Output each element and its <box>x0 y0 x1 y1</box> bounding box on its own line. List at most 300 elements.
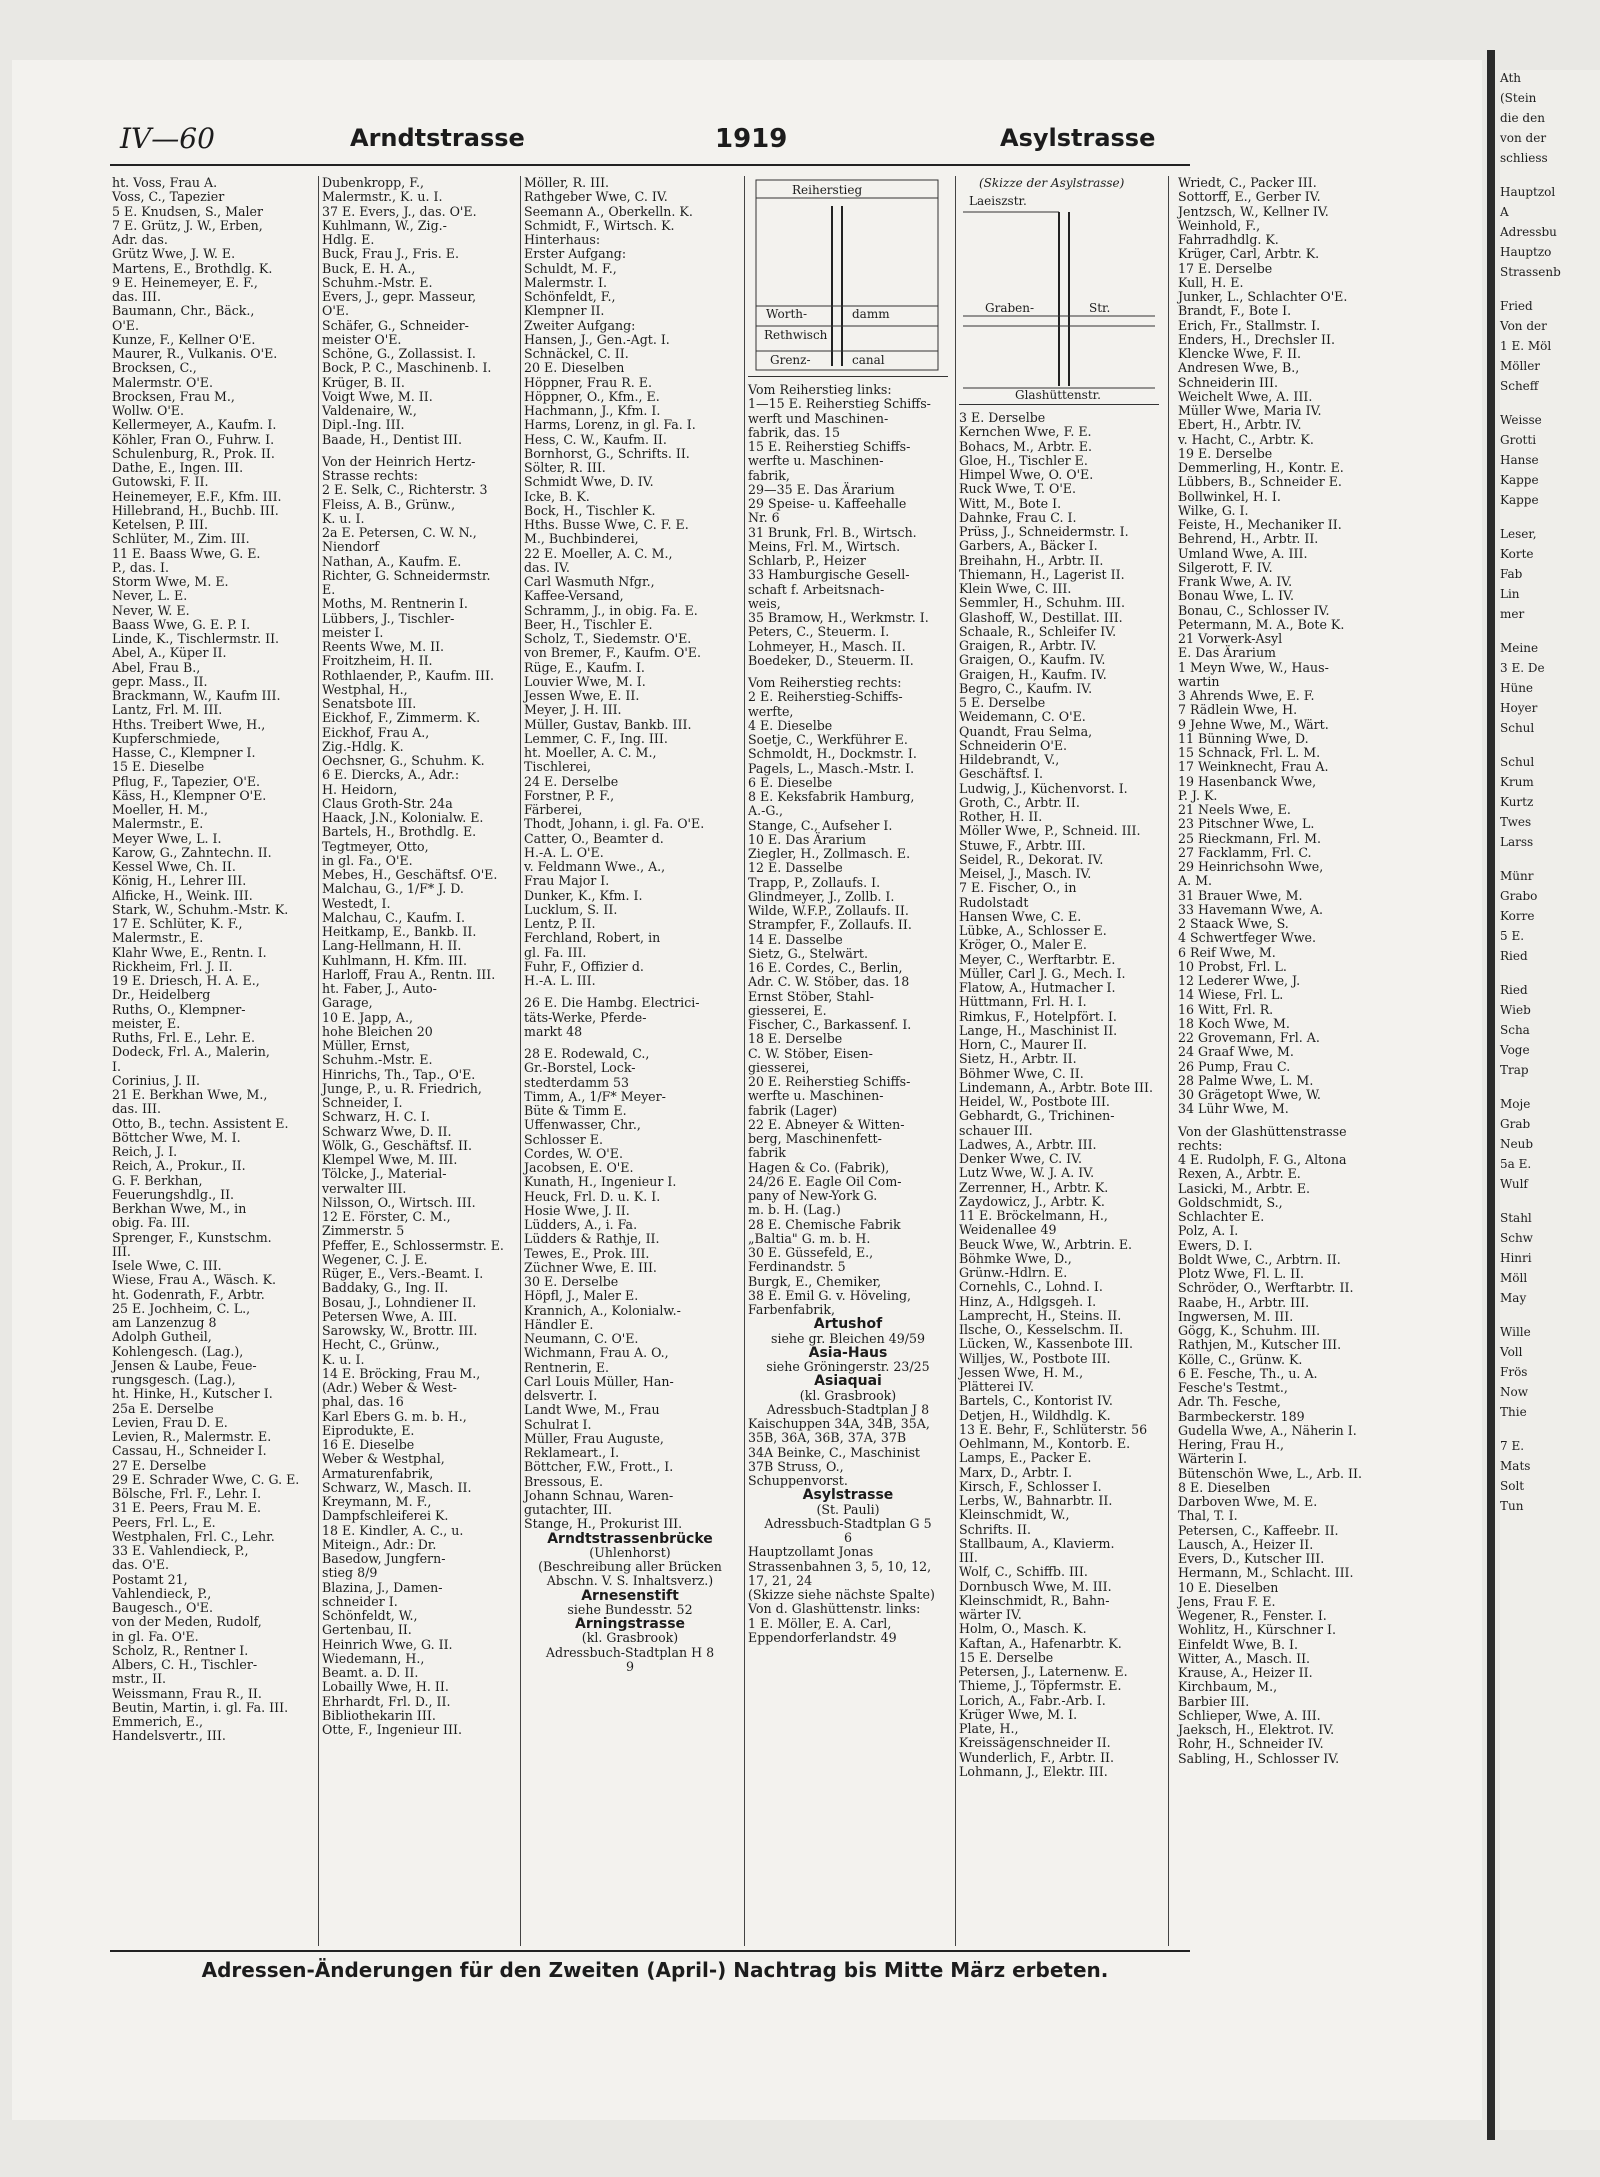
entry-line: Hths. Treibert Wwe, H., <box>112 716 266 732</box>
next-page-line: A <box>1500 205 1509 219</box>
entry-line: Icke, B. K. <box>524 488 590 504</box>
entry-line: Groth, C., Arbtr. II. <box>959 794 1080 810</box>
entry-line: Senatsbote III. <box>322 696 417 711</box>
entry-line: Grünw.-Hdlrn. E. <box>959 1265 1068 1280</box>
entry-line: Lübke, A., Schlosser E. <box>959 923 1107 938</box>
entry-line: 30 E. Derselbe <box>524 1274 619 1289</box>
entry-line: Höppner, O., Kfm., E. <box>524 388 660 404</box>
entry-line: Rother, H. II. <box>959 809 1043 824</box>
entry-line: 21 E. Berkhan Wwe, M., <box>112 1087 268 1102</box>
entry-line: Nr. 6 <box>748 510 780 526</box>
entry-line: obig. Fa. III. <box>112 1215 191 1231</box>
sketch-title: Reiherstieg <box>792 183 863 197</box>
entry-line: Hansen Wwe, C. E. <box>959 908 1082 924</box>
entry-line: Kohlengesch. (Lag.), <box>112 1343 244 1359</box>
directory-column-2 <box>322 176 515 1946</box>
section-note: 6 <box>843 1530 852 1545</box>
entry-line: Adr. das. <box>112 232 168 247</box>
entry-line: 1 E. Möller, E. A. Carl, <box>748 1615 892 1631</box>
entry-line: Dubenkropp, F., <box>322 175 424 190</box>
entry-line: Brackmann, W., Kaufm III. <box>112 688 281 703</box>
column-separator <box>520 176 521 1946</box>
entry-line: Plate, H., <box>959 1721 1019 1736</box>
entry-line: Martens, E., Brothdlg. K. <box>112 260 273 276</box>
entry-line: 25 E. Jochheim, C. L., <box>112 1300 251 1316</box>
entry-line: Kirsch, F., Schlosser I. <box>959 1478 1102 1494</box>
entry-line: 34A Beinke, C., Maschinist <box>748 1444 920 1460</box>
entry-line: berg, Maschinenfett- <box>748 1131 882 1146</box>
entry-line: Buck, E. H. A., <box>322 260 416 276</box>
entry-line: das. IV. <box>524 559 570 575</box>
entry-line: Albers, C. H., Tischler- <box>112 1657 258 1672</box>
entry-line: Schneiderin III. <box>1178 374 1278 390</box>
entry-line: Eppendorferlandstr. 49 <box>748 1629 897 1645</box>
entry-line: Otte, F., Ingenieur III. <box>322 1722 462 1737</box>
entry-line: Hths. Busse Wwe, C. F. E. <box>524 517 689 532</box>
year-heading: 1919 <box>715 124 788 154</box>
entry-line: Lange, H., Maschinist II. <box>959 1022 1118 1038</box>
entry-line: Gloe, H., Tischler E. <box>959 452 1088 468</box>
entry-line: Weidenallee 49 <box>959 1222 1057 1238</box>
next-page-line: Frös <box>1500 1365 1528 1379</box>
entry-line: Fesche's Testmt., <box>1178 1380 1288 1395</box>
entry-line: Einfeldt Wwe, B. I. <box>1178 1636 1299 1652</box>
entry-line: Enders, H., Drechsler II. <box>1178 331 1335 347</box>
entry-line: Stallbaum, A., Klavierm. <box>959 1535 1115 1551</box>
entry-line: Heitkamp, E., Bankb. II. <box>322 924 477 939</box>
entry-line: Wegener, R., Fenster. I. <box>1178 1608 1327 1623</box>
entry-line: rechts: <box>1178 1137 1223 1153</box>
entry-line: Rathjen, M., Kutscher III. <box>1178 1337 1342 1353</box>
entry-line: 31 Brauer Wwe, M. <box>1178 887 1303 903</box>
entry-line: Lohmeyer, H., Masch. II. <box>748 638 906 654</box>
street-heading-right: Asylstrasse <box>1000 124 1156 152</box>
entry-line: 9 E. Heinemeyer, E. F., <box>112 274 258 290</box>
entry-line: Garbers, A., Bäcker I. <box>959 538 1098 554</box>
entry-line: Strasse rechts: <box>322 468 419 483</box>
entry-line: Reich, J. I. <box>112 1144 178 1159</box>
entry-line: 10 Probst, Frl. L. <box>1178 958 1287 974</box>
entry-line: Junker, L., Schlachter O'E. <box>1178 289 1348 304</box>
entry-line: Kaischuppen 34A, 34B, 35A, <box>748 1416 930 1431</box>
entry-line: Hdlg. E. <box>322 232 375 247</box>
entry-line: Krannich, A., Kolonialw.- <box>524 1302 681 1318</box>
entry-line: 5 E. Derselbe <box>959 695 1046 710</box>
entry-line: Gudella Wwe, A., Näherin I. <box>1178 1422 1357 1438</box>
entry-line: Heuck, Frl. D. u. K. I. <box>524 1188 661 1204</box>
entry-line: 8 E. Keksfabrik Hamburg, <box>748 789 915 804</box>
entry-line: Boldt Wwe, C., Arbtrn. II. <box>1178 1251 1341 1267</box>
entry-line: Bohacs, M., Arbtr. E. <box>959 438 1092 454</box>
sketch-label: Str. <box>1089 301 1111 315</box>
entry-line: Käss, H., Klempner O'E. <box>112 787 267 803</box>
entry-line: 10 E. Dieselben <box>1178 1579 1279 1595</box>
entry-line: v. Feldmann Wwe., A., <box>524 859 666 874</box>
entry-line: Weinhold, F., <box>1178 217 1261 233</box>
entry-line: Kellermeyer, A., Kaufm. I. <box>112 417 277 433</box>
entry-line: Weichelt Wwe, A. III. <box>1178 388 1313 404</box>
entry-line: Soetje, C., Werkführer E. <box>748 732 908 747</box>
entry-line: Farbenfabrik, <box>748 1302 835 1317</box>
entry-line: Thieme, J., Töpfermstr. E. <box>959 1678 1122 1694</box>
entry-line: 26 E. Die Hambg. Electrici- <box>524 995 700 1011</box>
next-page-line: 1 E. Möl <box>1500 339 1552 353</box>
entry-line: Cornehls, C., Lohnd. I. <box>959 1279 1103 1295</box>
entry-line: Rothlaender, P., Kaufm. III. <box>322 667 494 683</box>
entry-line: Lantz, Frl. M. III. <box>112 702 223 718</box>
entry-line: C. W. Stöber, Eisen- <box>748 1045 873 1061</box>
next-page-line: Hüne <box>1500 681 1534 695</box>
entry-line: 1—15 E. Reiherstieg Schiffs- <box>748 396 931 412</box>
entry-line: Erster Aufgang: <box>524 246 627 262</box>
entry-line: 22 E. Abneyer & Witten- <box>748 1116 905 1132</box>
entry-line: Jessen Wwe, E. II. <box>524 688 640 703</box>
entry-line: 30 Grägetopt Wwe, W. <box>1178 1087 1321 1102</box>
entry-line: 2 Staack Wwe, S. <box>1178 916 1289 931</box>
column-separator <box>318 176 319 1946</box>
next-page-line: Weisse <box>1500 413 1542 427</box>
entry-line: Müller Wwe, Maria IV. <box>1178 403 1322 418</box>
entry-line: Rudolstadt <box>959 894 1029 910</box>
entry-line: Brocksen, Frau M., <box>112 388 235 404</box>
footer-notice: Adressen-Änderungen für den Zweiten (April-) Nachtrag bis Mitte März erbeten. <box>201 1958 1109 1982</box>
entry-line: Schuppenvorst. <box>748 1473 848 1488</box>
next-page-line: Hoyer <box>1500 701 1538 715</box>
entry-line: 17 E. Schlüter, K. F., <box>112 916 243 931</box>
entry-line: Wiedemann, H., <box>322 1650 425 1666</box>
entry-line: Rentnerin, E. <box>524 1359 610 1375</box>
entry-line: Bütenschön Wwe, L., Arb. II. <box>1178 1465 1363 1481</box>
entry-line: 31 Brunk, Frl. B., Wirtsch. <box>748 524 917 540</box>
entry-line: Hauptzollamt Jonas <box>748 1544 874 1560</box>
entry-line: 28 E. Chemische Fabrik <box>748 1216 901 1232</box>
sketch-lines <box>748 176 946 376</box>
entry-line: Semmler, H., Schuhm. III. <box>959 595 1125 611</box>
entry-line: Nilsson, O., Wirtsch. III. <box>322 1194 476 1210</box>
entry-line: 6 Reif Wwe, M. <box>1178 944 1276 960</box>
next-page-line: die den <box>1500 111 1545 125</box>
next-page-line: Larss <box>1500 835 1534 849</box>
entry-line: Jensen & Laube, Feue- <box>112 1357 257 1373</box>
entry-line: gutachter, III. <box>524 1502 612 1517</box>
entry-line: Rohr, H., Schneider IV. <box>1178 1736 1324 1752</box>
entry-line: Gebhardt, G., Trichinen- <box>959 1108 1115 1124</box>
next-page-fragment <box>1500 70 1600 2130</box>
entry-line: Zweiter Aufgang: <box>524 317 636 333</box>
entry-line: Ruths, O., Klempner- <box>112 1001 246 1017</box>
next-page-line: Hauptzo <box>1500 245 1552 259</box>
entry-line: Landt Wwe, M., Frau <box>524 1402 660 1418</box>
entry-line: täts-Werke, Pferde- <box>524 1009 647 1025</box>
entry-line: 2a E. Petersen, C. W. N., <box>322 525 477 540</box>
entry-line: Demmerling, H., Kontr. E. <box>1178 460 1344 475</box>
entry-line: 33 E. Vahlendieck, P., <box>112 1543 249 1558</box>
entry-line: Züchner Wwe, E. III. <box>524 1259 657 1275</box>
column-separator <box>955 176 956 1946</box>
entry-line: Armaturenfabrik, <box>322 1465 434 1481</box>
entry-line: Ingwersen, M. III. <box>1178 1308 1294 1324</box>
entry-line: Kernchen Wwe, F. E. <box>959 424 1092 440</box>
entry-line: Graigen, H., Kaufm. IV. <box>959 666 1107 682</box>
sketch-label: Grenz- <box>770 353 811 367</box>
next-page-line: Grabo <box>1500 889 1538 903</box>
entry-line: Blazina, J., Damen- <box>322 1579 443 1595</box>
entry-line: Jacobsen, E. O'E. <box>524 1160 634 1175</box>
entry-line: rungsgesch. (Lag.), <box>112 1372 236 1387</box>
entry-line: Maurer, R., Vulkanis. O'E. <box>112 346 278 361</box>
entry-line: Burgk, E., Chemiker, <box>748 1273 882 1289</box>
entry-line: Holm, O., Masch. K. <box>959 1621 1087 1637</box>
entry-line: Müller, Gustav, Bankb. III. <box>524 716 692 732</box>
entry-line: Carl Wasmuth Nfgr., <box>524 574 655 589</box>
entry-line: Beutin, Martin, i. gl. Fa. III. <box>112 1699 289 1715</box>
entry-line: Wollw. O'E. <box>112 403 185 418</box>
entry-line: Thiemann, H., Lagerist II. <box>959 566 1125 582</box>
entry-line: Schwarz Wwe, D. II. <box>322 1123 452 1139</box>
entry-line: Wriedt, C., Packer III. <box>1178 175 1317 190</box>
next-page-line: Wulf <box>1500 1177 1528 1191</box>
entry-line: G. F. Berkhan, <box>112 1172 203 1188</box>
entry-line: Weidemann, C. O'E. <box>959 709 1086 725</box>
entry-line: Sprenger, F., Kunstschm. <box>112 1229 272 1245</box>
next-page-line: May <box>1500 1291 1527 1305</box>
entry-line: Strampfer, F., Zollaufs. II. <box>748 917 912 933</box>
entry-line: 10 E. Japp, A., <box>322 1009 414 1025</box>
entry-line: ht. Hinke, H., Kutscher I. <box>112 1386 273 1402</box>
entry-line: Sottorff, E., Gerber IV. <box>1178 189 1321 205</box>
entry-line: 15 E. Reiherstieg Schiffs- <box>748 439 911 454</box>
entry-line: Köhler, Fran O., Fuhrw. I. <box>112 431 275 447</box>
entry-line: in gl. Fa. O'E. <box>112 1628 199 1644</box>
entry-line: Abel, A., Küper II. <box>112 645 227 661</box>
directory-column-3 <box>524 176 736 1946</box>
entry-line: Klempner II. <box>524 303 605 319</box>
entry-line: Silgerott, F. IV. <box>1178 559 1273 575</box>
entry-line: 35 Bramow, H., Werkmstr. I. <box>748 610 929 625</box>
section-note: siehe Bundesstr. 52 <box>567 1601 693 1617</box>
entry-line: Rathgeber Wwe, C. IV. <box>524 189 668 205</box>
entry-line: III. <box>959 1550 978 1565</box>
entry-line: Corinius, J. II. <box>112 1072 201 1088</box>
page-number: IV—60 <box>120 122 215 155</box>
entry-line: Lorich, A., Fabr.-Arb. I. <box>959 1692 1106 1708</box>
entry-line: Forstner, P. F., <box>524 787 615 803</box>
entry-line: 33 Havemann Wwe, A. <box>1178 901 1324 917</box>
entry-line: Quandt, Frau Selma, <box>959 723 1093 739</box>
entry-line: Lang-Hellmann, H. II. <box>322 938 462 954</box>
entry-line: 15 E. Derselbe <box>959 1649 1054 1665</box>
entry-line: Reich, A., Prokur., II. <box>112 1158 246 1174</box>
entry-line: I. <box>112 1058 121 1074</box>
entry-line: Kaftan, A., Hafenarbtr. K. <box>959 1635 1122 1651</box>
next-page-line: Fried <box>1500 299 1533 313</box>
entry-line: Malchau, C., Kaufm. I. <box>322 909 466 925</box>
entry-line: gl. Fa. III. <box>524 944 587 960</box>
entry-line: Meyer Wwe, L. I. <box>112 830 222 846</box>
entry-line: Flatow, A., Hutmacher I. <box>959 980 1116 995</box>
next-page-line: Lin <box>1500 587 1520 601</box>
entry-line: Meyer, C., Werftarbtr. E. <box>959 951 1116 967</box>
entry-line: O'E. <box>322 303 349 319</box>
entry-line: Kirchbaum, M., <box>1178 1679 1278 1695</box>
entry-line: 1 Meyn Wwe, W., Haus- <box>1178 659 1329 675</box>
entry-line: Valdenaire, W., <box>322 403 417 418</box>
section-note: (Beschreibung aller Brücken <box>538 1559 722 1574</box>
entry-line: Zimmerstr. 5 <box>322 1223 405 1239</box>
sketch-lines <box>959 176 1157 404</box>
entry-line: Schmidt, F., Wirtsch. K. <box>524 217 675 233</box>
entry-line: 29 Heinrichsohn Wwe, <box>1178 859 1324 874</box>
entry-line: Ewers, D. I. <box>1178 1237 1253 1253</box>
header-rule <box>110 164 1190 166</box>
next-page-line: Solt <box>1500 1479 1525 1493</box>
entry-line: Peers, Frl. L., E. <box>112 1514 216 1530</box>
next-page-line: Schw <box>1500 1231 1533 1245</box>
entry-line: Jentzsch, W., Kellner IV. <box>1178 203 1329 219</box>
entry-line: Jessen Wwe, H. M., <box>959 1364 1084 1380</box>
entry-line: Pfeffer, E., Schlossermstr. E. <box>322 1237 504 1253</box>
entry-line: 16 E. Dieselbe <box>322 1437 415 1452</box>
entry-line: Tischlerei, <box>524 759 592 775</box>
entry-line: Höppner, Frau R. E. <box>524 374 652 390</box>
entry-line: Linde, K., Tischlermstr. II. <box>112 631 280 646</box>
entry-line: Kessel Wwe, Ch. II. <box>112 859 236 874</box>
entry-line: 27 E. Derselbe <box>112 1457 207 1473</box>
entry-line: Jaeksch, H., Elektrot. IV. <box>1178 1722 1335 1737</box>
entry-line: 4 Schwertfeger Wwe. <box>1178 930 1316 946</box>
next-page-line: Möller <box>1500 359 1541 373</box>
next-page-line: Münr <box>1500 869 1534 883</box>
entry-line: Schrifts. II. <box>959 1521 1031 1537</box>
entry-line: 14 E. Bröcking, Frau M., <box>322 1365 481 1381</box>
entry-line: Plotz Wwe, Fl. L. II. <box>1178 1266 1305 1281</box>
next-page-line: Scha <box>1500 1023 1530 1037</box>
entry-line: Von der Heinrich Hertz- <box>322 453 476 469</box>
entry-line: Andresen Wwe, B., <box>1178 360 1300 376</box>
entry-line: Cordes, W. O'E. <box>524 1145 623 1161</box>
street-sketch-reiherstieg <box>748 176 948 377</box>
entry-line: mstr., II. <box>112 1671 167 1687</box>
entry-line: Schulrat I. <box>524 1416 592 1432</box>
entry-line: 6 E. Dieselbe <box>748 774 833 790</box>
entry-line: Seemann A., Oberkelln. K. <box>524 203 693 219</box>
entry-line: Hüttmann, Frl. H. I. <box>959 994 1087 1010</box>
entry-line: 9 Jehne Wwe, M., Wärt. <box>1178 716 1329 732</box>
entry-line: Hillebrand, H., Buchb. III. <box>112 502 279 518</box>
next-page-line: Trap <box>1500 1063 1529 1077</box>
entry-line: Junge, P., u. R. Friedrich, <box>322 1080 482 1096</box>
entry-line: 15 E. Dieselbe <box>112 759 205 775</box>
entry-line: Oechsner, G., Schuhm. K. <box>322 753 485 768</box>
next-page-line: Scheff <box>1500 379 1539 393</box>
entry-line: Barbier III. <box>1178 1693 1250 1709</box>
entry-line: Never, W. E. <box>112 602 190 618</box>
entry-line: werfte u. Maschinen- <box>748 1088 884 1104</box>
directory-column-6 <box>1178 176 1386 1946</box>
entry-line: Krause, A., Heizer II. <box>1178 1665 1313 1680</box>
entry-line: Himpel Wwe, O. O'E. <box>959 467 1094 482</box>
entry-line: Brocksen, C., <box>112 360 197 376</box>
entry-line: Bartels, H., Brothdlg. E. <box>322 824 477 840</box>
entry-line: Kleinschmidt, W., <box>959 1507 1070 1523</box>
entry-line: H.-A. L. III. <box>524 973 596 988</box>
entry-line: 12 E. Förster, C. M., <box>322 1209 451 1224</box>
next-page-line: Ath <box>1500 71 1522 85</box>
entry-line: Prüss, J., Schneidermstr. I. <box>959 524 1129 539</box>
entry-line: Westphal, H., <box>322 681 408 697</box>
entry-line: Lüdders, A., i. Fa. <box>524 1217 638 1232</box>
entry-line: Zig.-Hdlg. K. <box>322 738 404 754</box>
entry-line: 29 E. Schrader Wwe, C. G. E. <box>112 1471 300 1487</box>
entry-line: Buck, Frau J., Fris. E. <box>322 246 459 262</box>
entry-line: Darboven Wwe, M. E. <box>1178 1494 1318 1509</box>
entry-line: Wunderlich, F., Arbtr. II. <box>959 1749 1115 1765</box>
sketch-label: damm <box>852 307 890 321</box>
section-note: 9 <box>625 1658 634 1674</box>
entry-line: K. u. I. <box>322 510 365 526</box>
entry-line: Rimkus, F., Hotelpfört. I. <box>959 1008 1117 1024</box>
next-page-line: von der <box>1500 131 1547 145</box>
entry-line: Stange, H., Prokurist III. <box>524 1516 683 1532</box>
entry-line: 31 E. Peers, Frau M. E. <box>112 1500 262 1516</box>
entry-line: Lasicki, M., Arbtr. E. <box>1178 1180 1311 1196</box>
entry-line: Hansen, J., Gen.-Agt. I. <box>524 331 670 347</box>
entry-line: Fischer, C., Barkassenf. I. <box>748 1017 912 1032</box>
directory-column-5 <box>959 176 1159 1946</box>
entry-line: Schuhm.-Mstr. E. <box>322 1052 433 1068</box>
next-page-line: Wille <box>1500 1325 1531 1339</box>
entry-line: Marx, D., Arbtr. I. <box>959 1464 1073 1480</box>
section-note: Adressbuch-Stadtplan H 8 <box>545 1644 715 1660</box>
entry-line: Kuhlmann, H. Kfm. III. <box>322 952 467 968</box>
entry-line: Malermstr., E. <box>112 930 204 946</box>
entry-line: stieg 8/9 <box>322 1565 378 1581</box>
entry-line: Böhmer Wwe, C. II. <box>959 1065 1084 1081</box>
entry-line: P., das. I. <box>112 559 169 575</box>
entry-line: Malermstr., E. <box>112 816 204 832</box>
entry-line: Heidel, W., Postbote III. <box>959 1094 1110 1109</box>
entry-line: Schlosser E. <box>524 1131 603 1147</box>
next-page-line: Voge <box>1500 1043 1530 1057</box>
entry-line: Hasse, C., Klempner I. <box>112 745 256 760</box>
entry-line: 19 Hasenbanck Wwe, <box>1178 773 1317 789</box>
entry-line: Louvier Wwe, M. I. <box>524 673 646 689</box>
entry-line: 6 E. Fesche, Th., u. A. <box>1178 1365 1318 1381</box>
next-page-line: Adressbu <box>1500 225 1557 239</box>
entry-line: A. M. <box>1178 873 1212 889</box>
entry-line: Levien, Frau D. E. <box>112 1414 228 1430</box>
entry-line: Adr. C. W. Stöber, das. 18 <box>748 974 910 990</box>
entry-line: Barmbeckerstr. 189 <box>1178 1408 1305 1424</box>
entry-line: Never, L. E. <box>112 588 188 604</box>
entry-line: Storm Wwe, M. E. <box>112 574 229 589</box>
entry-line: Meisel, J., Masch. IV. <box>959 866 1092 881</box>
next-page-line: Stahl <box>1500 1211 1532 1225</box>
entry-line: 20 E. Dieselben <box>524 360 625 376</box>
entry-line: Lausch, A., Heizer II. <box>1178 1536 1314 1552</box>
entry-line: Hinrichs, Th., Tap., O'E. <box>322 1066 476 1082</box>
entry-line: K. u. I. <box>322 1351 365 1367</box>
entry-line: 20 E. Reiherstieg Schiffs- <box>748 1074 911 1089</box>
entry-line: Fleiss, A. B., Grünw., <box>322 496 456 512</box>
section-note: Adressbuch-Stadtplan G 5 <box>764 1515 932 1531</box>
entry-line: Eiprodukte, E. <box>322 1422 415 1438</box>
entry-line: Moths, M. Rentnerin I. <box>322 596 468 612</box>
entry-line: Froitzheim, H. II. <box>322 653 433 669</box>
entry-line: Schneiderin O'E. <box>959 737 1068 753</box>
entry-line: Hosie Wwe, J. II. <box>524 1202 630 1218</box>
entry-line: Strassenbahnen 3, 5, 10, 12, <box>748 1558 932 1574</box>
